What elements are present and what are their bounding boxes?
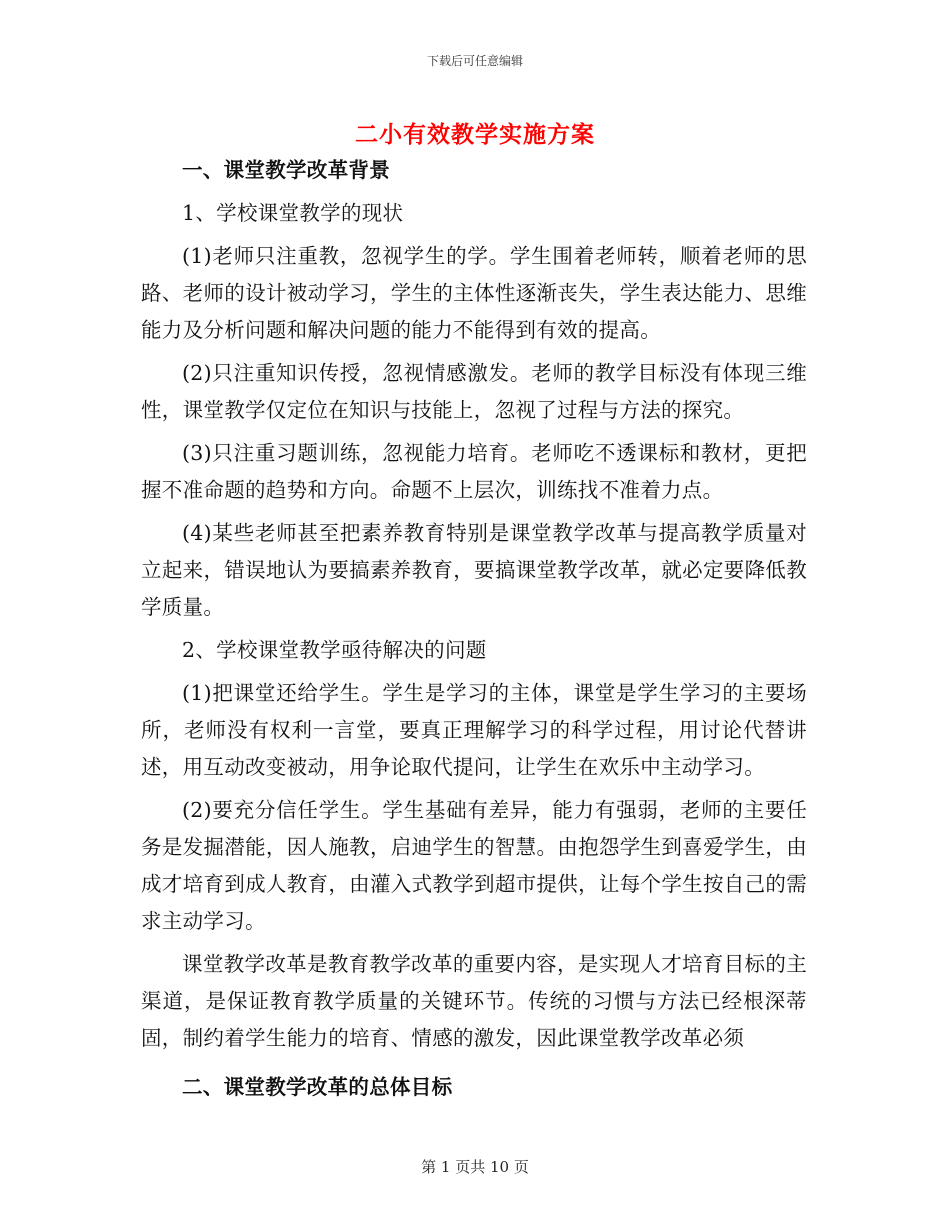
subheading-current-status: 1、学校课堂教学的现状 xyxy=(182,201,404,225)
section-heading-background: 一、课堂教学改革背景 xyxy=(182,158,390,182)
page-footer: 第 1 页共 10 页 xyxy=(421,1158,529,1176)
paragraph-problem-1: (1)把课堂还给学生。学生是学习的主体，课堂是学生学习的主要场所，老师没有权利一言堂，要真正理解学习的科学过程，用讨论代替讲述，用互动改变被动，用争论取代提问，让学生在欢乐中主动学习。 xyxy=(141,681,807,779)
page-header: 下载后可任意编辑 xyxy=(426,54,523,68)
section-heading-goals: 二、课堂教学改革的总体目标 xyxy=(182,1075,453,1099)
paragraph-item-2: (2)只注重知识传授，忽视情感激发。老师的教学目标没有体现三维性，课堂教学仅定位在知识与技能上，忽视了过程与方法的探究。 xyxy=(141,361,807,422)
document-title: 二小有效教学实施方案 xyxy=(355,121,595,148)
paragraph-summary: 课堂教学改革是教育教学改革的重要内容，是实现人才培育目标的主渠道，是保证教育教学质量的关键环节。传统的习惯与方法已经根深蒂固，制约着学生能力的培育、情感的激发，因此课堂教学改革必须 xyxy=(141,952,807,1050)
paragraph-problem-2: (2)要充分信任学生。学生基础有差异，能力有强弱，老师的主要任务是发掘潜能，因人施教，启迪学生的智慧。由抱怨学生到喜爱学生，由成才培育到成人教育，由灌入式教学到超市提供，让每个学生按自己的需求主动学习。 xyxy=(141,798,807,933)
paragraph-item-3: (3)只注重习题训练，忽视能力培育。老师吃不透课标和教材，更把握不准命题的趋势和方向。命题不上层次，训练找不准着力点。 xyxy=(141,441,807,502)
paragraph-item-1: (1)老师只注重教，忽视学生的学。学生围着老师转，顺着老师的思路、老师的设计被动学习，学生的主体性逐渐丧失，学生表达能力、思维能力及分析问题和解决问题的能力不能得到有效的提高。 xyxy=(141,244,807,342)
subheading-problems: 2、学校课堂教学亟待解决的问题 xyxy=(182,638,487,662)
paragraph-item-4: (4)某些老师甚至把素养教育特别是课堂教学改革与提高教学质量对立起来，错误地认为要搞素养教育，要搞课堂教学改革，就必定要降低教学质量。 xyxy=(141,521,807,619)
document-body xyxy=(141,152,807,1106)
